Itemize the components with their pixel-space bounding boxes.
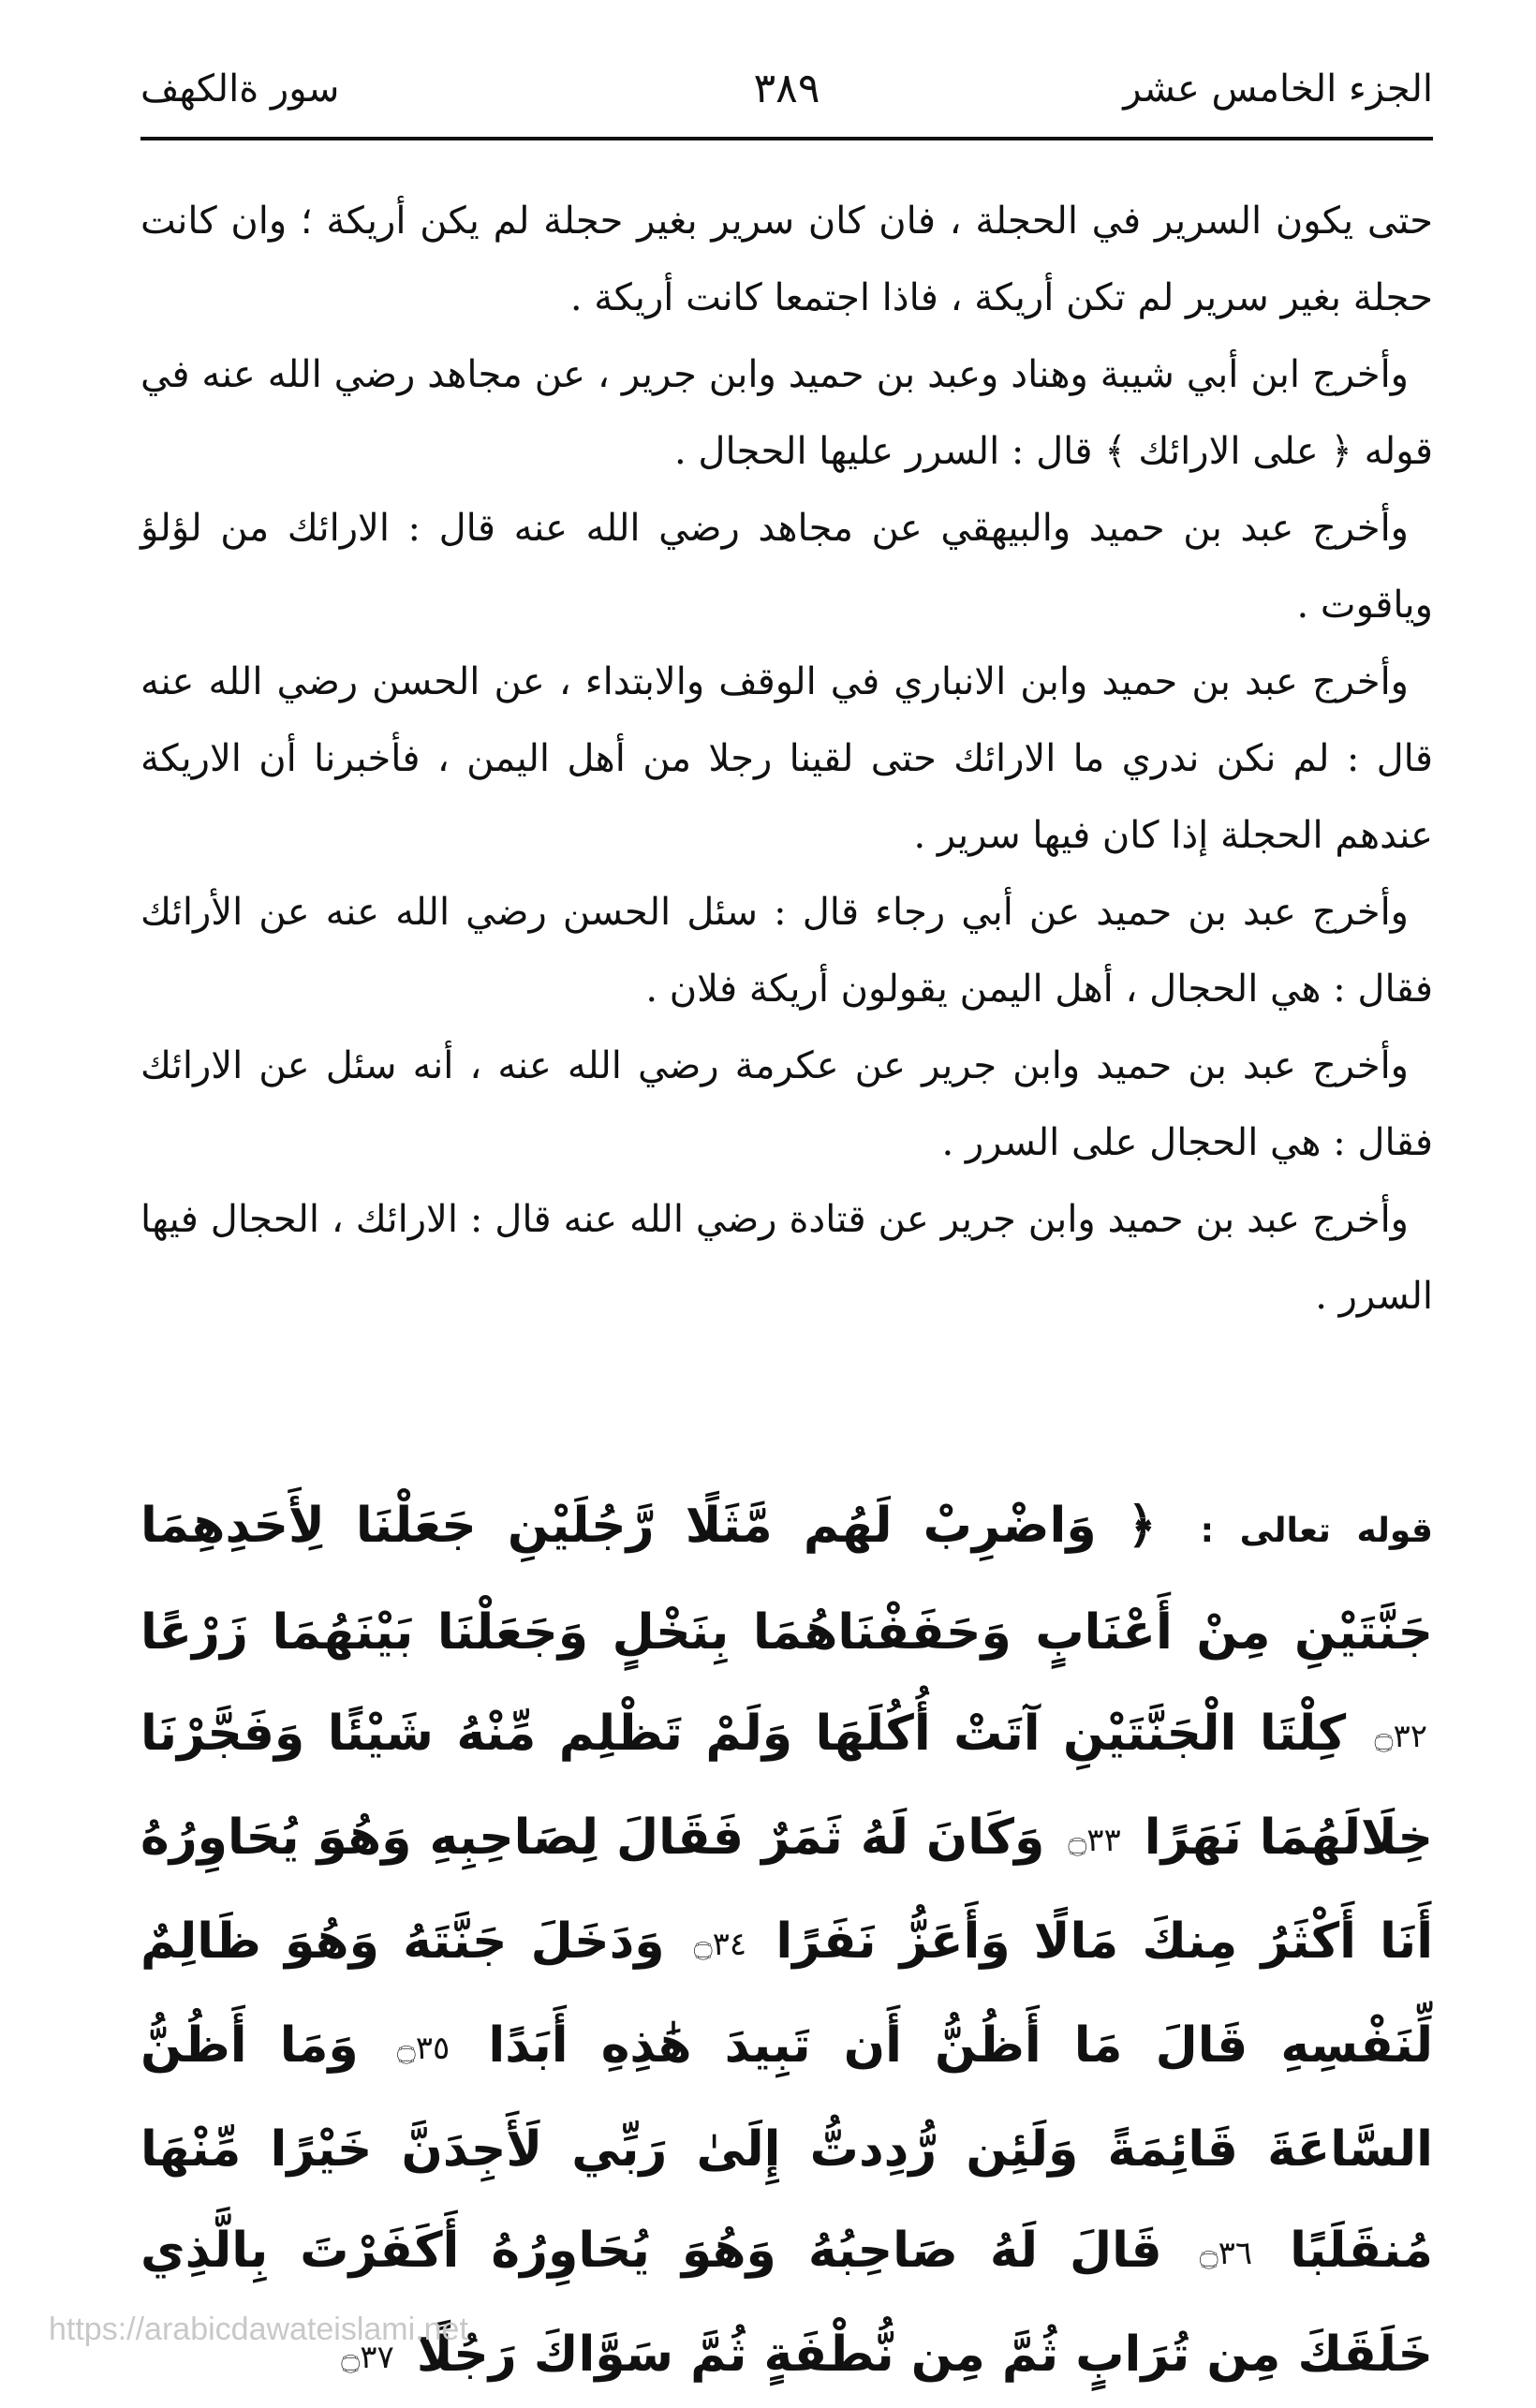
header-rule [140, 137, 1433, 140]
quran-verse: قَالَ لَهُ صَاحِبُهُ وَهُوَ يُحَاوِرُهُ أَكَفَرْتَ بِالَّذِي خَلَقَكَ مِن تُرَابٍ ثُمَّ مِن نُّطْفَةٍ ثُمَّ سَوَّاكَ رَجُلًا [140, 2223, 1433, 2383]
commentary-text [140, 183, 1433, 1335]
quran-verse: وَمَا أَظُنُّ السَّاعَةَ قَائِمَةً وَلَئِن رُّدِدتُّ إِلَىٰ رَبِّي لَأَجِدَنَّ خَيْرًا مِّنْهَا مُنقَلَبًا [140, 2017, 1433, 2279]
verse-number: ۝ ٣٣ [1068, 1790, 1120, 1891]
quran-verse: كِلْتَا الْجَنَّتَيْنِ آتَتْ أُكُلَهَا وَلَمْ تَظْلِم مِّنْهُ شَيْئًا وَفَجَّرْنَا خِلَالَهُمَا نَهَرًا [140, 1706, 1433, 1866]
source-watermark: https://arabicdawateislami.net [49, 2312, 468, 2347]
paragraph: وأخرج ابن أبي شيبة وهناد وعبد بن حميد وابن جرير ، عن مجاهد رضي الله عنه في قوله ﴿ على الارائك ﴾ قال : السرر عليها الحجال . [140, 353, 1433, 473]
verse-number: ۝ ٣٥ [397, 1998, 450, 2099]
quran-verse: ﴿ وَاضْرِبْ لَهُم مَّثَلًا رَّجُلَيْنِ جَعَلْنَا لِأَحَدِهِمَا جَنَّتَيْنِ مِنْ أَعْنَابٍ وَحَفَفْنَاهُمَا بِنَخْلٍ وَجَعَلْنَا بَيْنَهُمَا زَرْعًا [140, 1498, 1433, 1661]
verse-number: ۝ ٣٤ [694, 1894, 746, 1995]
paragraph: وأخرج عبد بن حميد وابن جرير عن قتادة رضي الله عنه قال : الارائك ، الحجال فيها السرر . [140, 1198, 1433, 1318]
quran-verse: وَكَانَ لَهُ ثَمَرٌ فَقَالَ لِصَاحِبِهِ وَهُوَ يُحَاوِرُهُ أَنَا أَكْثَرُ مِنكَ مَالًا وَأَعَزُّ نَفَرًا [140, 1810, 1434, 1970]
page-number: ٣٨٩ [753, 65, 820, 112]
quran-lead: قوله تعالى : [1200, 1512, 1434, 1550]
paragraph: وأخرج عبد بن حميد وابن جرير عن عكرمة رضي الله عنه ، أنه سئل عن الارائك فقال : هي الحجال على السرر . [140, 1044, 1433, 1164]
verse-number: ۝ ٣٧ [341, 2307, 393, 2408]
paragraph: وأخرج عبد بن حميد عن أبي رجاء قال : سئل الحسن رضي الله عنه عن الأرائك فقال : هي الحجال ، أهل اليمن يقولون أريكة فلان . [140, 891, 1433, 1011]
verse-number: ۝ ٣٦ [1200, 2203, 1252, 2304]
quran-verses [140, 1475, 1433, 2408]
verse-number: ۝ ٣٢ [1375, 1686, 1427, 1787]
running-header [140, 56, 1433, 122]
paragraph: حتى يكون السرير في الحجلة ، فان كان سرير بغير حجلة لم يكن أريكة ؛ وان كانت حجلة بغير سرير لم تكن أريكة ، فاذا اجتمعا كانت أريكة . [140, 199, 1433, 319]
quran-passage [140, 1475, 1433, 2408]
paragraph: وأخرج عبد بن حميد والبيهقي عن مجاهد رضي الله عنه قال : الارائك من لؤلؤ وياقوت . [140, 507, 1433, 627]
paragraph: وأخرج عبد بن حميد وابن الانباري في الوقف والابتداء ، عن الحسن رضي الله عنه قال : لم نكن ندري ما الارائك حتى لقينا رجلا من أهل اليمن ، فأخبرنا أن الاريكة عندهم الحجلة إذا كان فيها سرير . [140, 660, 1433, 857]
part-title: الجزء الخامس عشر [1123, 67, 1433, 111]
surah-title: سور ةالكهف [140, 67, 340, 111]
quran-verse: وَدَخَلَ جَنَّتَهُ وَهُوَ ظَالِمٌ لِّنَفْسِهِ قَالَ مَا أَظُنُّ أَن تَبِيدَ هَٰذِهِ أَبَدًا [140, 1913, 1433, 2074]
